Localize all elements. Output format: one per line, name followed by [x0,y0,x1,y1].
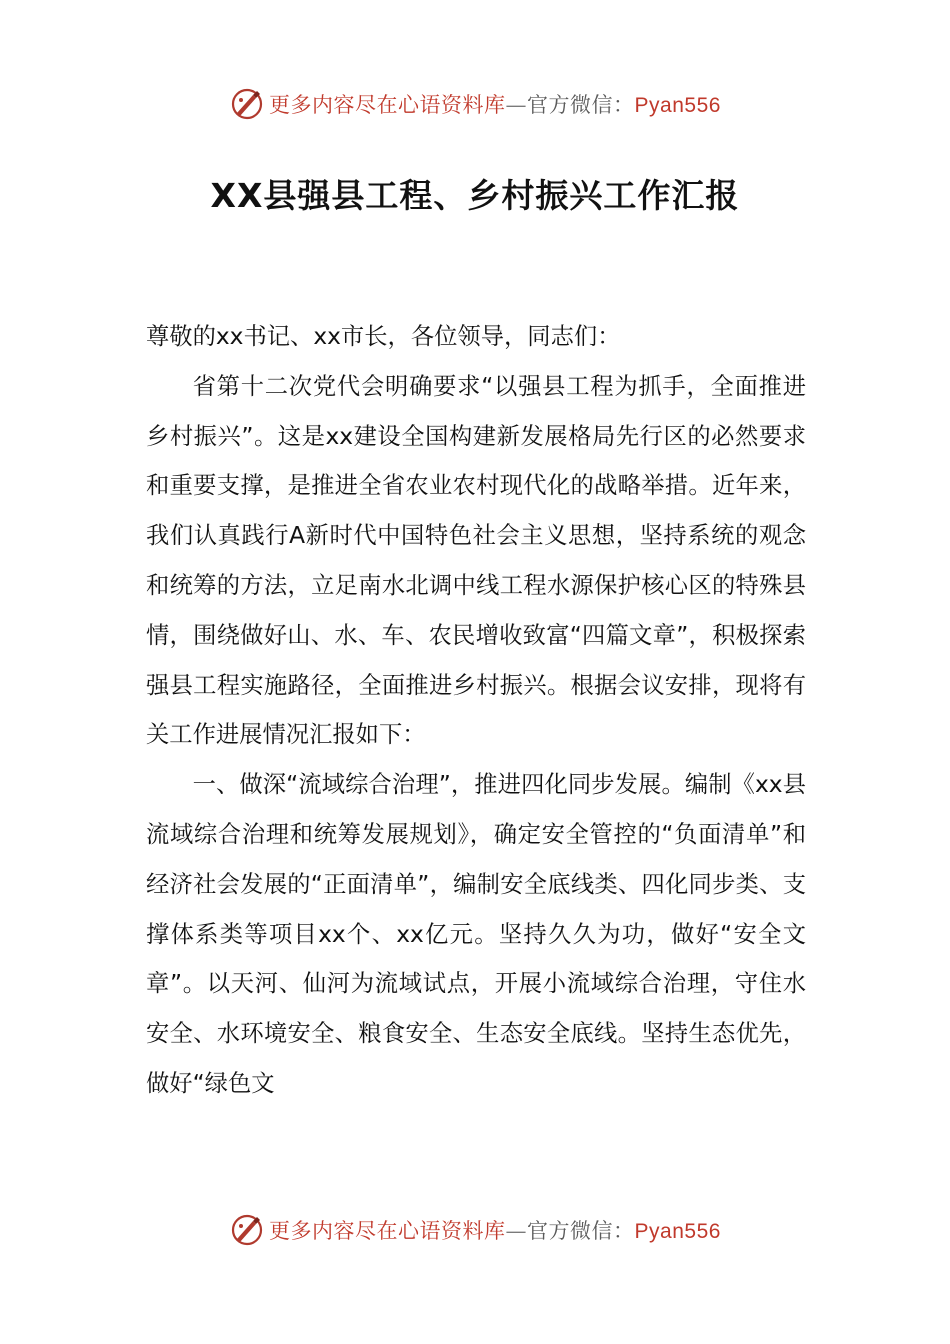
document-body [146,312,806,1109]
paragraph-intro: 省第十二次党代会明确要求“以强县工程为抓手，全面推进乡村振兴”。这是xx建设全国构建新发展格局先行区的必然要求和重要支撑，是推进全省农业农村现代化的战略举措。近年来，我们认真践行A新时代中国特色社会主义思想，坚持系统的观念和统筹的方法，立足南水北调中线工程水源保护核心区的特殊县情，围绕做好山、水、车、农民增收致富“四篇文章”，积极探索强县工程实施路径，全面推进乡村振兴。根据会议安排，现将有关工作进展情况汇报如下： [146,372,806,749]
watermark-library: 更多内容尽在心语资料库 [269,93,506,117]
watermark-text [269,89,721,119]
watermark-library: 更多内容尽在心语资料库 [269,1219,506,1243]
pen-logo-icon [229,1212,265,1248]
watermark-contact-id: Pyan556 [634,1220,721,1243]
watermark-header [0,84,950,124]
pen-logo-icon [229,86,265,122]
watermark-contact-label: 官方微信： [527,1219,635,1243]
greeting: 尊敬的xx书记、xx市长，各位领导，同志们： [146,323,621,350]
document-title: XX县强县工程、乡村振兴工作汇报 [210,176,740,215]
watermark-contact-id: Pyan556 [634,94,721,117]
watermark-footer [0,1210,950,1250]
watermark-separator: — [505,93,528,117]
watermark-separator: — [505,1219,528,1243]
paragraph-section-one: 一、做深“流域综合治理”，推进四化同步发展。编制《xx县流域综合治理和统筹发展规划》，确定安全管控的“负面清单”和经济社会发展的“正面清单”，编制安全底线类、四化同步类、支撑体系类等项目xx个、xx亿元。坚持久久为功，做好“安全文章”。以天河、仙河为流域试点，开展小流域综合治理，守住水安全、水环境安全、粮食安全、生态安全底线。坚持生态优先，做好“绿色文 [146,771,806,1097]
watermark-contact-label: 官方微信： [527,93,635,117]
watermark-text [269,1215,721,1245]
